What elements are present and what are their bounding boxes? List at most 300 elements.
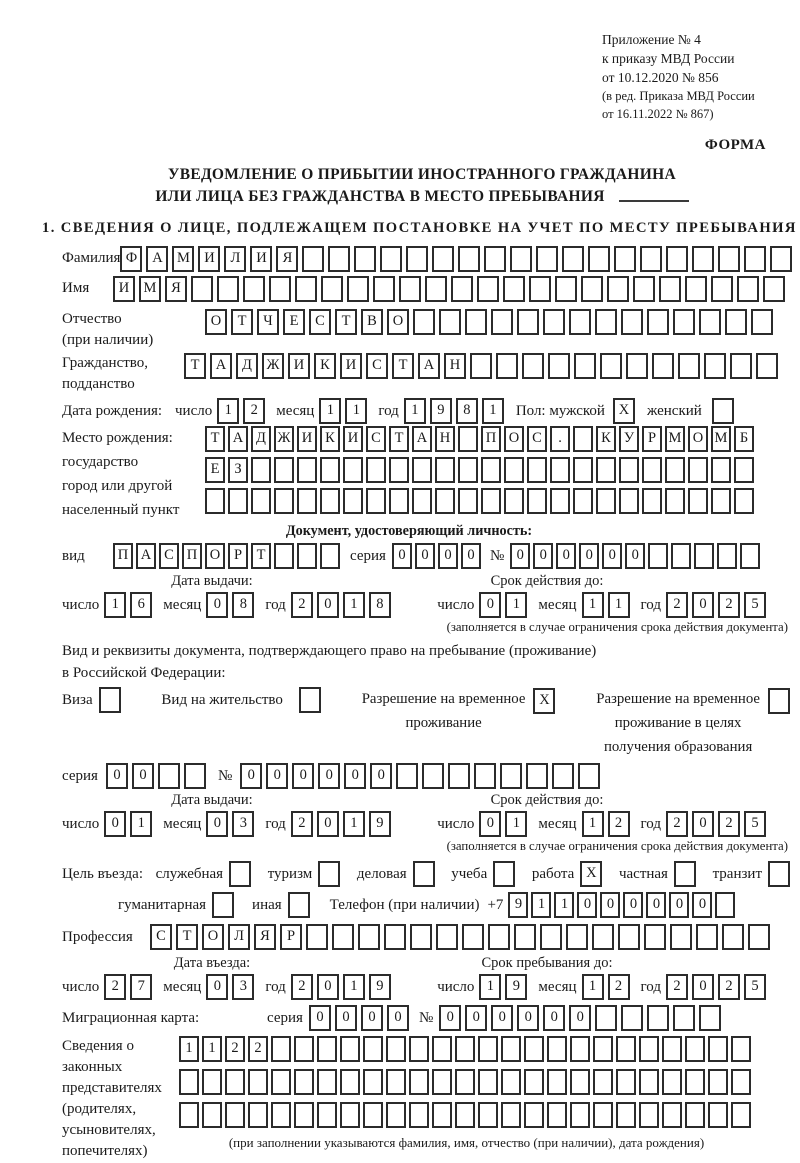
char-cell[interactable]: И xyxy=(250,246,272,272)
char-cell[interactable]: 1 xyxy=(202,1036,222,1062)
char-cell[interactable] xyxy=(662,1069,682,1095)
char-cell[interactable] xyxy=(510,246,532,272)
char-cell[interactable] xyxy=(540,924,562,950)
char-cell[interactable] xyxy=(455,1102,475,1128)
char-cell[interactable] xyxy=(274,488,294,514)
char-cell[interactable]: X xyxy=(613,398,635,424)
char-cell[interactable] xyxy=(229,861,251,887)
char-cell[interactable] xyxy=(455,1069,475,1095)
char-cell[interactable] xyxy=(503,276,525,302)
char-cell[interactable]: 0 xyxy=(510,543,530,569)
char-cell[interactable] xyxy=(639,1036,659,1062)
char-cell[interactable] xyxy=(484,246,506,272)
char-cell[interactable] xyxy=(730,353,752,379)
char-cell[interactable] xyxy=(722,924,744,950)
char-cell[interactable] xyxy=(462,924,484,950)
char-cell[interactable] xyxy=(616,1036,636,1062)
char-cell[interactable]: 0 xyxy=(600,892,620,918)
char-cell[interactable] xyxy=(432,1069,452,1095)
char-cell[interactable] xyxy=(763,276,785,302)
char-cell[interactable]: 0 xyxy=(602,543,622,569)
char-cell[interactable] xyxy=(618,924,640,950)
char-cell[interactable]: М xyxy=(711,426,731,452)
char-cell[interactable] xyxy=(184,763,206,789)
char-cell[interactable]: 0 xyxy=(317,811,339,837)
char-cell[interactable] xyxy=(99,687,121,713)
char-cell[interactable] xyxy=(619,457,639,483)
char-cell[interactable] xyxy=(474,763,496,789)
char-cell[interactable] xyxy=(652,353,674,379)
char-cell[interactable] xyxy=(412,457,432,483)
char-cell[interactable]: Т xyxy=(392,353,414,379)
char-cell[interactable] xyxy=(731,1069,751,1095)
char-cell[interactable] xyxy=(725,309,747,335)
title-number-blank[interactable] xyxy=(619,200,689,202)
char-cell[interactable]: 0 xyxy=(317,592,339,618)
char-cell[interactable] xyxy=(251,457,271,483)
char-cell[interactable]: 1 xyxy=(179,1036,199,1062)
char-cell[interactable]: 2 xyxy=(718,974,740,1000)
char-cell[interactable]: Р xyxy=(280,924,302,950)
char-cell[interactable]: 9 xyxy=(430,398,452,424)
char-cell[interactable] xyxy=(685,276,707,302)
char-cell[interactable]: 0 xyxy=(317,974,339,1000)
char-cell[interactable] xyxy=(317,1102,337,1128)
char-cell[interactable]: И xyxy=(340,353,362,379)
char-cell[interactable] xyxy=(425,276,447,302)
char-cell[interactable] xyxy=(647,1005,669,1031)
char-cell[interactable]: Д xyxy=(236,353,258,379)
char-cell[interactable] xyxy=(504,457,524,483)
char-cell[interactable] xyxy=(685,1102,705,1128)
char-cell[interactable] xyxy=(626,353,648,379)
char-cell[interactable]: Е xyxy=(283,309,305,335)
char-cell[interactable] xyxy=(718,246,740,272)
char-cell[interactable] xyxy=(768,861,790,887)
char-cell[interactable] xyxy=(648,543,668,569)
char-cell[interactable] xyxy=(593,1036,613,1062)
char-cell[interactable] xyxy=(243,276,265,302)
char-cell[interactable]: И xyxy=(198,246,220,272)
char-cell[interactable]: 0 xyxy=(491,1005,513,1031)
char-cell[interactable]: 2 xyxy=(104,974,126,1000)
char-cell[interactable]: 1 xyxy=(482,398,504,424)
char-cell[interactable] xyxy=(202,1102,222,1128)
char-cell[interactable] xyxy=(717,543,737,569)
char-cell[interactable] xyxy=(432,1036,452,1062)
char-cell[interactable] xyxy=(740,543,760,569)
char-cell[interactable] xyxy=(191,276,213,302)
char-cell[interactable] xyxy=(455,1036,475,1062)
char-cell[interactable]: 0 xyxy=(309,1005,331,1031)
char-cell[interactable]: 1 xyxy=(130,811,152,837)
char-cell[interactable]: 1 xyxy=(531,892,551,918)
char-cell[interactable]: Я xyxy=(165,276,187,302)
char-cell[interactable] xyxy=(607,276,629,302)
char-cell[interactable] xyxy=(306,924,328,950)
char-cell[interactable] xyxy=(458,457,478,483)
char-cell[interactable] xyxy=(593,1102,613,1128)
char-cell[interactable] xyxy=(621,309,643,335)
char-cell[interactable]: Я xyxy=(276,246,298,272)
char-cell[interactable]: 0 xyxy=(392,543,412,569)
char-cell[interactable]: С xyxy=(366,426,386,452)
char-cell[interactable] xyxy=(748,924,770,950)
char-cell[interactable]: Л xyxy=(228,924,250,950)
char-cell[interactable]: 7 xyxy=(130,974,152,1000)
char-cell[interactable]: 0 xyxy=(479,811,501,837)
char-cell[interactable] xyxy=(317,1069,337,1095)
char-cell[interactable]: 9 xyxy=(369,811,391,837)
char-cell[interactable]: Т xyxy=(184,353,206,379)
char-cell[interactable]: И xyxy=(288,353,310,379)
char-cell[interactable] xyxy=(619,488,639,514)
char-cell[interactable] xyxy=(363,1069,383,1095)
char-cell[interactable] xyxy=(413,861,435,887)
char-cell[interactable]: 1 xyxy=(554,892,574,918)
char-cell[interactable] xyxy=(547,1069,567,1095)
char-cell[interactable] xyxy=(522,353,544,379)
char-cell[interactable] xyxy=(347,276,369,302)
char-cell[interactable] xyxy=(274,457,294,483)
char-cell[interactable]: Т xyxy=(389,426,409,452)
char-cell[interactable] xyxy=(363,1102,383,1128)
char-cell[interactable]: 0 xyxy=(206,811,228,837)
char-cell[interactable] xyxy=(647,309,669,335)
char-cell[interactable]: 2 xyxy=(608,811,630,837)
char-cell[interactable] xyxy=(271,1069,291,1095)
char-cell[interactable] xyxy=(294,1102,314,1128)
char-cell[interactable] xyxy=(562,246,584,272)
char-cell[interactable]: З xyxy=(228,457,248,483)
char-cell[interactable] xyxy=(744,246,766,272)
char-cell[interactable] xyxy=(488,924,510,950)
char-cell[interactable] xyxy=(566,924,588,950)
char-cell[interactable] xyxy=(478,1036,498,1062)
char-cell[interactable]: Р xyxy=(228,543,248,569)
char-cell[interactable]: X xyxy=(580,861,602,887)
char-cell[interactable]: 2 xyxy=(666,592,688,618)
char-cell[interactable]: Е xyxy=(205,457,225,483)
char-cell[interactable]: 0 xyxy=(132,763,154,789)
char-cell[interactable] xyxy=(491,309,513,335)
char-cell[interactable] xyxy=(596,457,616,483)
char-cell[interactable] xyxy=(555,276,577,302)
char-cell[interactable] xyxy=(340,1069,360,1095)
char-cell[interactable] xyxy=(570,1036,590,1062)
char-cell[interactable]: 0 xyxy=(556,543,576,569)
char-cell[interactable]: Я xyxy=(254,924,276,950)
char-cell[interactable]: 0 xyxy=(692,892,712,918)
char-cell[interactable]: 2 xyxy=(243,398,265,424)
char-cell[interactable]: А xyxy=(210,353,232,379)
char-cell[interactable]: 1 xyxy=(479,974,501,1000)
char-cell[interactable] xyxy=(715,892,735,918)
char-cell[interactable] xyxy=(708,1102,728,1128)
char-cell[interactable] xyxy=(478,1102,498,1128)
char-cell[interactable] xyxy=(573,488,593,514)
char-cell[interactable]: 0 xyxy=(344,763,366,789)
char-cell[interactable] xyxy=(642,457,662,483)
char-cell[interactable] xyxy=(570,1069,590,1095)
char-cell[interactable]: 5 xyxy=(744,592,766,618)
char-cell[interactable]: С xyxy=(159,543,179,569)
char-cell[interactable] xyxy=(294,1069,314,1095)
char-cell[interactable] xyxy=(320,457,340,483)
char-cell[interactable] xyxy=(662,1102,682,1128)
char-cell[interactable] xyxy=(477,276,499,302)
char-cell[interactable]: 1 xyxy=(608,592,630,618)
char-cell[interactable]: М xyxy=(172,246,194,272)
char-cell[interactable]: А xyxy=(418,353,440,379)
char-cell[interactable] xyxy=(614,246,636,272)
char-cell[interactable]: 1 xyxy=(217,398,239,424)
char-cell[interactable] xyxy=(578,763,600,789)
char-cell[interactable] xyxy=(248,1069,268,1095)
char-cell[interactable] xyxy=(548,353,570,379)
char-cell[interactable]: С xyxy=(527,426,547,452)
char-cell[interactable] xyxy=(600,353,622,379)
char-cell[interactable]: 0 xyxy=(646,892,666,918)
char-cell[interactable] xyxy=(451,276,473,302)
char-cell[interactable] xyxy=(478,1069,498,1095)
char-cell[interactable] xyxy=(692,246,714,272)
char-cell[interactable]: 2 xyxy=(248,1036,268,1062)
char-cell[interactable] xyxy=(552,763,574,789)
char-cell[interactable]: Т xyxy=(231,309,253,335)
char-cell[interactable]: О xyxy=(504,426,524,452)
char-cell[interactable]: 0 xyxy=(669,892,689,918)
char-cell[interactable]: 1 xyxy=(404,398,426,424)
char-cell[interactable] xyxy=(458,246,480,272)
char-cell[interactable]: О xyxy=(205,543,225,569)
char-cell[interactable]: И xyxy=(343,426,363,452)
char-cell[interactable]: 0 xyxy=(465,1005,487,1031)
char-cell[interactable]: О xyxy=(387,309,409,335)
char-cell[interactable] xyxy=(228,488,248,514)
char-cell[interactable]: 9 xyxy=(369,974,391,1000)
char-cell[interactable] xyxy=(527,488,547,514)
char-cell[interactable] xyxy=(543,309,565,335)
char-cell[interactable]: Р xyxy=(642,426,662,452)
char-cell[interactable] xyxy=(616,1102,636,1128)
char-cell[interactable] xyxy=(409,1069,429,1095)
char-cell[interactable] xyxy=(481,488,501,514)
char-cell[interactable]: 0 xyxy=(439,1005,461,1031)
char-cell[interactable]: У xyxy=(619,426,639,452)
char-cell[interactable] xyxy=(389,457,409,483)
char-cell[interactable] xyxy=(665,488,685,514)
char-cell[interactable]: 1 xyxy=(345,398,367,424)
char-cell[interactable] xyxy=(251,488,271,514)
char-cell[interactable]: 0 xyxy=(361,1005,383,1031)
char-cell[interactable]: 0 xyxy=(266,763,288,789)
char-cell[interactable]: 0 xyxy=(692,974,714,1000)
char-cell[interactable] xyxy=(621,1005,643,1031)
char-cell[interactable] xyxy=(179,1069,199,1095)
char-cell[interactable] xyxy=(340,1102,360,1128)
char-cell[interactable] xyxy=(320,543,340,569)
char-cell[interactable] xyxy=(588,246,610,272)
char-cell[interactable]: 2 xyxy=(291,811,313,837)
char-cell[interactable]: 1 xyxy=(319,398,341,424)
char-cell[interactable] xyxy=(665,457,685,483)
char-cell[interactable] xyxy=(465,309,487,335)
char-cell[interactable]: 0 xyxy=(240,763,262,789)
char-cell[interactable] xyxy=(642,488,662,514)
char-cell[interactable]: 0 xyxy=(335,1005,357,1031)
char-cell[interactable] xyxy=(673,309,695,335)
char-cell[interactable] xyxy=(639,1069,659,1095)
char-cell[interactable]: 8 xyxy=(232,592,254,618)
char-cell[interactable]: 0 xyxy=(517,1005,539,1031)
char-cell[interactable] xyxy=(435,457,455,483)
char-cell[interactable] xyxy=(386,1036,406,1062)
char-cell[interactable]: X xyxy=(533,688,555,714)
char-cell[interactable]: 1 xyxy=(104,592,126,618)
char-cell[interactable] xyxy=(737,276,759,302)
char-cell[interactable] xyxy=(363,1036,383,1062)
char-cell[interactable]: 0 xyxy=(292,763,314,789)
char-cell[interactable] xyxy=(340,1036,360,1062)
char-cell[interactable]: Т xyxy=(205,426,225,452)
char-cell[interactable]: Н xyxy=(435,426,455,452)
char-cell[interactable]: 0 xyxy=(461,543,481,569)
char-cell[interactable] xyxy=(435,488,455,514)
char-cell[interactable] xyxy=(412,488,432,514)
char-cell[interactable] xyxy=(448,763,470,789)
char-cell[interactable] xyxy=(514,924,536,950)
char-cell[interactable]: Д xyxy=(251,426,271,452)
char-cell[interactable]: 5 xyxy=(744,811,766,837)
char-cell[interactable] xyxy=(688,457,708,483)
char-cell[interactable] xyxy=(297,543,317,569)
char-cell[interactable] xyxy=(358,924,380,950)
char-cell[interactable]: 3 xyxy=(232,811,254,837)
char-cell[interactable] xyxy=(389,488,409,514)
char-cell[interactable]: 1 xyxy=(343,811,365,837)
char-cell[interactable]: С xyxy=(309,309,331,335)
char-cell[interactable] xyxy=(248,1102,268,1128)
char-cell[interactable]: 2 xyxy=(718,811,740,837)
char-cell[interactable] xyxy=(317,1036,337,1062)
char-cell[interactable] xyxy=(318,861,340,887)
char-cell[interactable] xyxy=(678,353,700,379)
char-cell[interactable] xyxy=(501,1069,521,1095)
char-cell[interactable]: О xyxy=(688,426,708,452)
char-cell[interactable] xyxy=(670,924,692,950)
char-cell[interactable]: 2 xyxy=(666,974,688,1000)
char-cell[interactable]: Ф xyxy=(120,246,142,272)
char-cell[interactable]: А xyxy=(136,543,156,569)
char-cell[interactable] xyxy=(504,488,524,514)
char-cell[interactable]: Т xyxy=(335,309,357,335)
char-cell[interactable] xyxy=(708,1036,728,1062)
char-cell[interactable] xyxy=(320,488,340,514)
char-cell[interactable]: 0 xyxy=(569,1005,591,1031)
char-cell[interactable] xyxy=(500,763,522,789)
char-cell[interactable]: 0 xyxy=(104,811,126,837)
char-cell[interactable]: Н xyxy=(444,353,466,379)
char-cell[interactable] xyxy=(595,1005,617,1031)
char-cell[interactable] xyxy=(768,688,790,714)
char-cell[interactable]: 9 xyxy=(505,974,527,1000)
char-cell[interactable] xyxy=(158,763,180,789)
char-cell[interactable] xyxy=(550,457,570,483)
char-cell[interactable]: 0 xyxy=(370,763,392,789)
char-cell[interactable] xyxy=(380,246,402,272)
char-cell[interactable]: К xyxy=(596,426,616,452)
char-cell[interactable]: 0 xyxy=(318,763,340,789)
char-cell[interactable] xyxy=(501,1102,521,1128)
char-cell[interactable] xyxy=(529,276,551,302)
char-cell[interactable] xyxy=(384,924,406,950)
char-cell[interactable] xyxy=(526,763,548,789)
char-cell[interactable] xyxy=(458,426,478,452)
char-cell[interactable]: Т xyxy=(251,543,271,569)
char-cell[interactable]: Ж xyxy=(262,353,284,379)
char-cell[interactable] xyxy=(366,457,386,483)
char-cell[interactable]: 9 xyxy=(508,892,528,918)
char-cell[interactable] xyxy=(581,276,603,302)
char-cell[interactable] xyxy=(688,488,708,514)
char-cell[interactable] xyxy=(574,353,596,379)
char-cell[interactable] xyxy=(524,1036,544,1062)
char-cell[interactable]: В xyxy=(361,309,383,335)
char-cell[interactable] xyxy=(711,276,733,302)
char-cell[interactable] xyxy=(674,861,696,887)
char-cell[interactable]: 5 xyxy=(744,974,766,1000)
char-cell[interactable] xyxy=(708,1069,728,1095)
char-cell[interactable] xyxy=(662,1036,682,1062)
char-cell[interactable]: 0 xyxy=(206,592,228,618)
char-cell[interactable] xyxy=(671,543,691,569)
char-cell[interactable] xyxy=(328,246,350,272)
char-cell[interactable] xyxy=(593,1069,613,1095)
char-cell[interactable] xyxy=(271,1102,291,1128)
char-cell[interactable] xyxy=(413,309,435,335)
char-cell[interactable] xyxy=(756,353,778,379)
char-cell[interactable]: 2 xyxy=(225,1036,245,1062)
char-cell[interactable] xyxy=(569,309,591,335)
char-cell[interactable]: 0 xyxy=(692,592,714,618)
char-cell[interactable] xyxy=(321,276,343,302)
char-cell[interactable] xyxy=(386,1102,406,1128)
char-cell[interactable]: 0 xyxy=(206,974,228,1000)
char-cell[interactable] xyxy=(731,1102,751,1128)
char-cell[interactable] xyxy=(396,763,418,789)
char-cell[interactable] xyxy=(332,924,354,950)
char-cell[interactable] xyxy=(547,1036,567,1062)
char-cell[interactable]: 0 xyxy=(533,543,553,569)
char-cell[interactable] xyxy=(659,276,681,302)
char-cell[interactable]: 0 xyxy=(479,592,501,618)
char-cell[interactable]: О xyxy=(205,309,227,335)
char-cell[interactable]: 2 xyxy=(666,811,688,837)
char-cell[interactable] xyxy=(712,398,734,424)
char-cell[interactable] xyxy=(436,924,458,950)
char-cell[interactable] xyxy=(205,488,225,514)
char-cell[interactable] xyxy=(354,246,376,272)
char-cell[interactable] xyxy=(217,276,239,302)
char-cell[interactable]: 1 xyxy=(582,811,604,837)
char-cell[interactable] xyxy=(299,687,321,713)
char-cell[interactable]: 1 xyxy=(582,974,604,1000)
char-cell[interactable] xyxy=(704,353,726,379)
char-cell[interactable]: П xyxy=(113,543,133,569)
char-cell[interactable] xyxy=(386,1069,406,1095)
char-cell[interactable]: М xyxy=(665,426,685,452)
